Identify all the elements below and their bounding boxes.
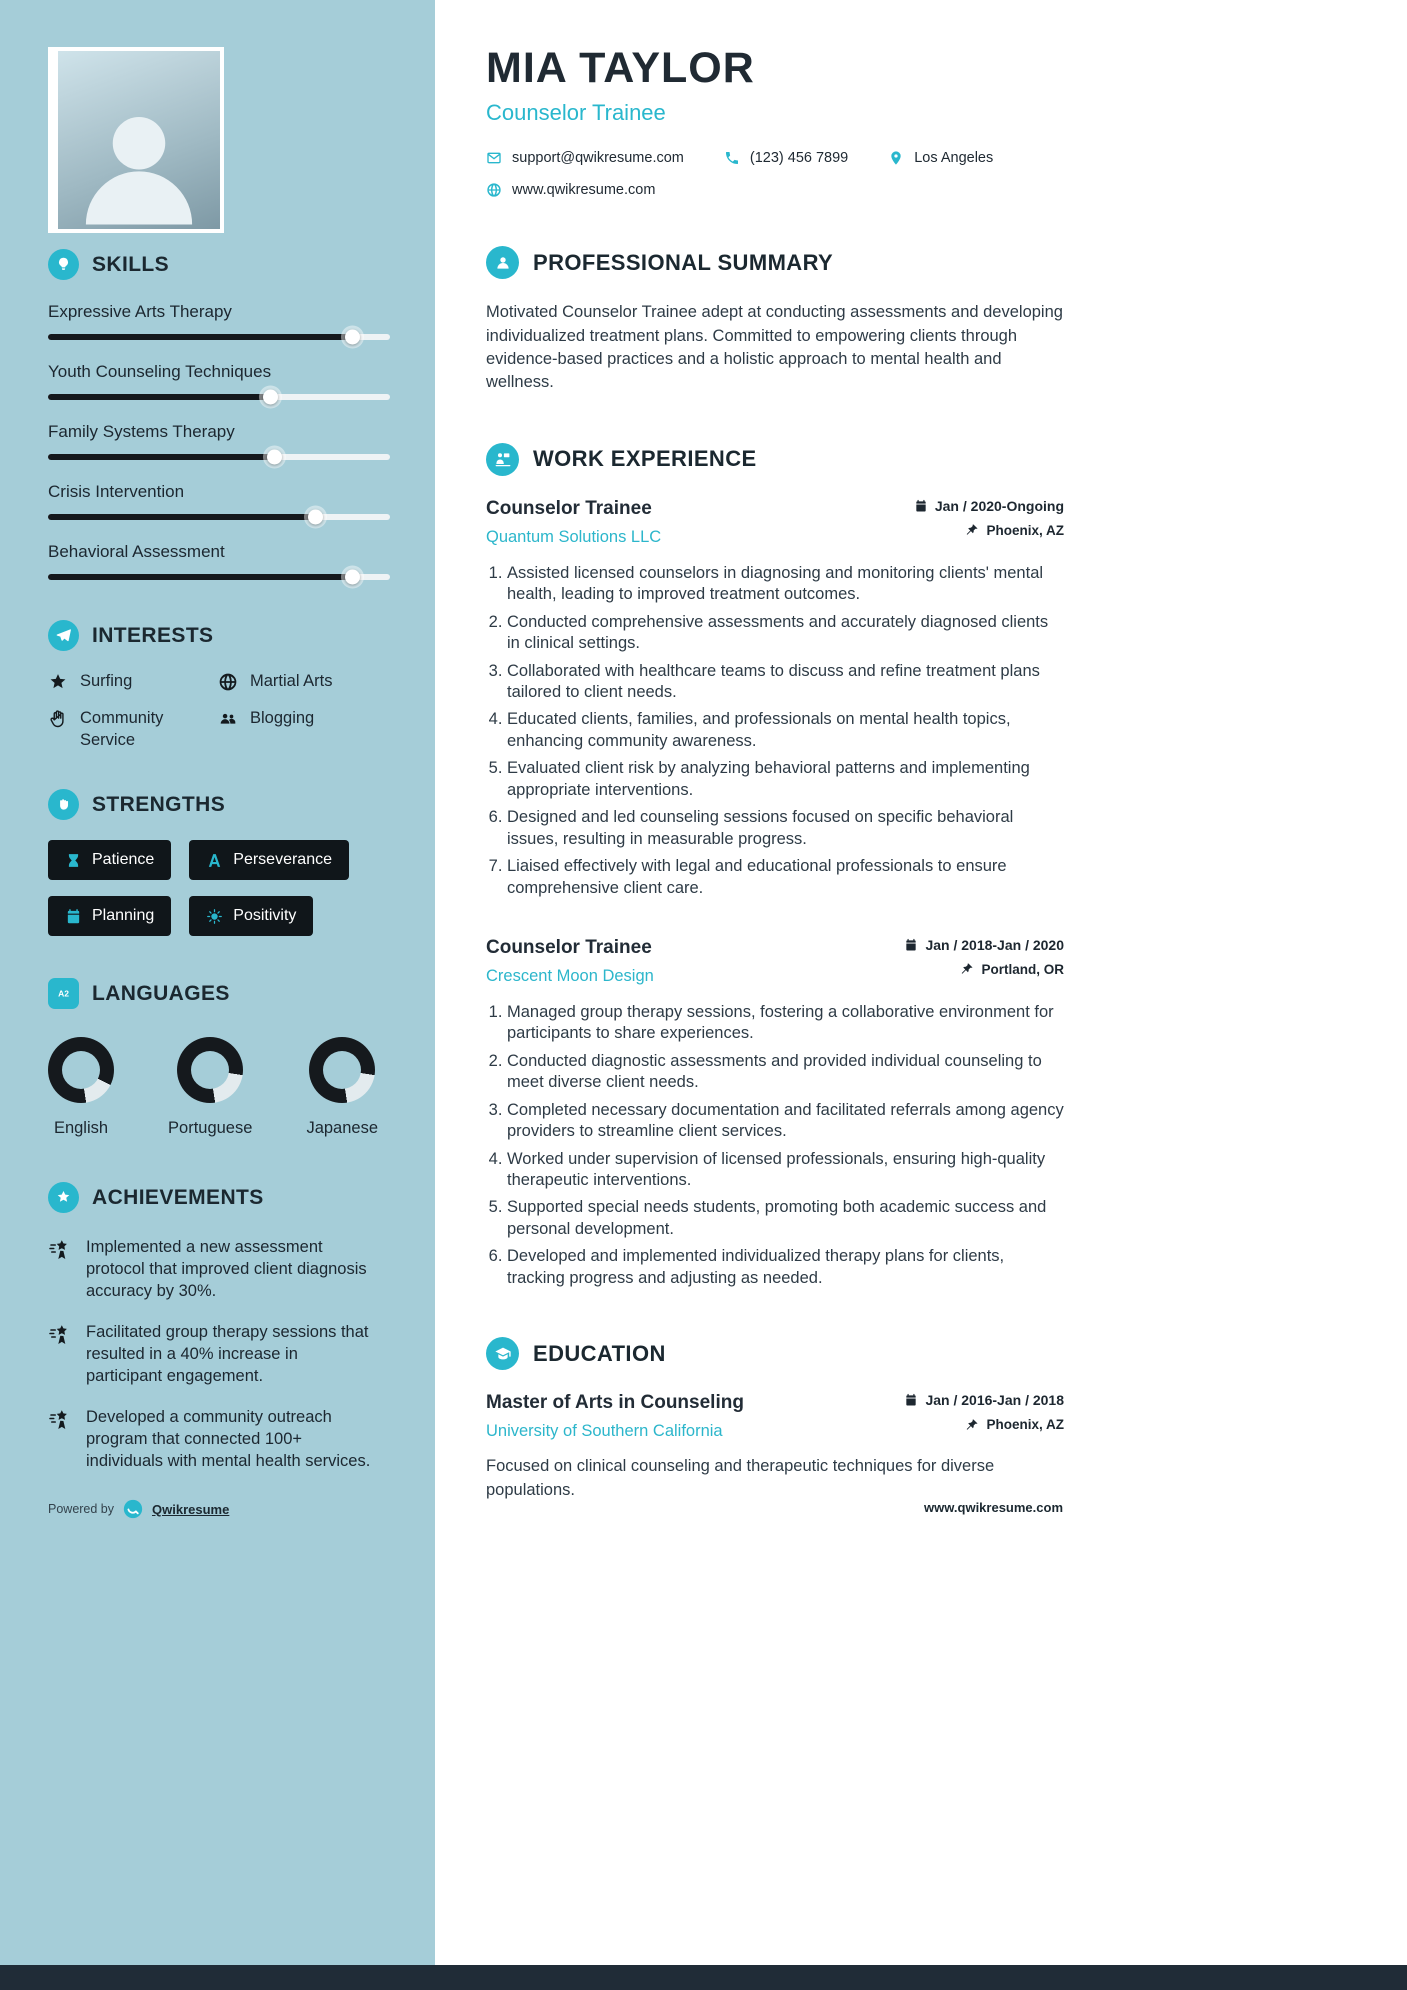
interest-item <box>218 671 390 692</box>
achievement-item <box>48 1407 390 1473</box>
header-job-title: Counselor Trainee <box>486 100 666 126</box>
strength-pill <box>189 896 313 936</box>
powered-by-footer <box>48 1498 229 1520</box>
website-text: www.qwikresume.com <box>512 182 656 199</box>
location-text: Los Angeles <box>914 150 994 167</box>
svg-text:A2: A2 <box>58 989 69 999</box>
globe-icon <box>486 182 502 198</box>
skill-bar <box>48 394 390 400</box>
fist-icon <box>48 789 79 820</box>
skill-name: Crisis Intervention <box>48 482 185 501</box>
achievement-text: Developed a community outreach program that connected 100+ individuals with mental health services. <box>86 1407 371 1470</box>
lightbulb-icon <box>48 249 79 280</box>
hand-icon <box>48 709 68 729</box>
strength-label: Positivity <box>233 907 297 925</box>
sidebar <box>0 0 435 1990</box>
pushpin-icon <box>965 523 979 537</box>
education-entry <box>486 1392 1064 1502</box>
language-donut <box>48 1037 114 1103</box>
job-entry <box>486 498 1064 899</box>
strength-pill <box>48 896 171 936</box>
languages-title: LANGUAGES <box>92 981 230 1005</box>
achievement-item <box>48 1237 390 1303</box>
language-label: Portuguese <box>168 1119 253 1138</box>
language-item <box>306 1037 378 1138</box>
language-donut <box>309 1037 375 1103</box>
job-bullet: 3. Collaborated with healthcare teams to discuss and refine treatment plans tailored to client needs. <box>507 661 1064 704</box>
education-title: EDUCATION <box>533 1340 666 1366</box>
interests-section <box>48 620 390 751</box>
pushpin-icon <box>960 962 974 976</box>
hourglass-icon <box>65 852 82 869</box>
sun-icon <box>206 908 223 925</box>
star-icon <box>48 672 68 692</box>
people-icon <box>218 709 238 729</box>
main-content <box>435 0 1407 1990</box>
achievement-text: Facilitated group therapy sessions that resulted in a 40% increase in participant engagement. <box>86 1323 369 1385</box>
website-contact[interactable] <box>486 182 655 198</box>
language-item <box>48 1037 114 1138</box>
email-contact[interactable] <box>486 150 684 166</box>
education-degree: Master of Arts in Counseling <box>486 1392 744 1414</box>
location-contact <box>888 150 993 166</box>
page-title: MIA TAYLOR <box>486 44 755 92</box>
education-text: Focused on clinical counseling and therapeutic techniques for diverse populations. <box>486 1457 995 1499</box>
achievement-text: Implemented a new assessment protocol that improved client diagnosis accuracy by 30%. <box>86 1238 367 1301</box>
job-bullet: 1. Assisted licensed counselors in diagnosing and monitoring clients' mental health, leading to improved treatment outcomes. <box>507 563 1064 606</box>
phone-contact <box>724 150 848 166</box>
pushpin-icon <box>965 1418 979 1432</box>
skill-bar <box>48 574 390 580</box>
skill-name: Expressive Arts Therapy <box>48 302 232 321</box>
skill-bar <box>48 334 390 340</box>
job-bullet: 5. Supported special needs students, promoting both academic success and personal development. <box>507 1197 1064 1240</box>
interest-item <box>218 708 390 751</box>
job-bullet-list <box>486 563 1064 899</box>
graduation-cap-icon <box>486 1337 519 1370</box>
job-company[interactable]: Crescent Moon Design <box>486 966 654 985</box>
skill-knob <box>345 330 360 345</box>
job-bullet-list <box>486 1002 1064 1289</box>
job-entry <box>486 937 1064 1289</box>
phone-icon <box>724 150 740 166</box>
map-pin-icon <box>888 150 904 166</box>
job-role: Counselor Trainee <box>486 497 652 519</box>
qwikresume-link[interactable]: Qwikresume <box>152 1501 230 1517</box>
achievements-section <box>48 1182 390 1472</box>
strengths-section <box>48 789 390 936</box>
person-icon <box>486 246 519 279</box>
skill-knob <box>308 510 323 525</box>
skill-item <box>48 482 390 520</box>
paper-plane-icon <box>48 620 79 651</box>
footer-website-link[interactable]: www.qwikresume.com <box>924 1500 1063 1515</box>
person-silhouette-icon <box>64 87 214 233</box>
interest-label: Surfing <box>80 672 133 690</box>
qwikresume-logo-icon <box>122 1498 144 1520</box>
language-item <box>168 1037 252 1138</box>
skill-item <box>48 362 390 400</box>
skill-knob <box>345 570 360 585</box>
summary-section <box>486 246 1064 395</box>
calendar-icon <box>904 1393 918 1407</box>
envelope-icon <box>486 150 502 166</box>
job-bullet: 1. Managed group therapy sessions, fostering a collaborative environment for participants to share experiences. <box>507 1002 1064 1045</box>
profile-photo <box>48 47 224 233</box>
calendar-icon <box>65 908 82 925</box>
strength-label: Patience <box>92 851 155 869</box>
translate-icon <box>48 978 79 1009</box>
strength-label: Planning <box>92 907 155 925</box>
skill-item <box>48 422 390 460</box>
medal-icon <box>48 1238 72 1262</box>
skill-bar <box>48 514 390 520</box>
interest-item <box>48 708 218 751</box>
skills-title: SKILLS <box>92 252 170 276</box>
education-section <box>486 1337 1064 1502</box>
language-label: Japanese <box>306 1119 378 1138</box>
summary-title: PROFESSIONAL SUMMARY <box>533 249 834 275</box>
experience-title: WORK EXPERIENCE <box>533 446 757 472</box>
language-donut <box>177 1037 243 1103</box>
skill-item <box>48 302 390 340</box>
strength-pill <box>189 840 349 880</box>
job-bullet: 7. Liaised effectively with legal and educational professionals to ensure comprehensive client care. <box>507 856 1064 899</box>
job-role: Counselor Trainee <box>486 936 652 958</box>
workstation-icon <box>486 443 519 476</box>
job-bullet: 2. Conducted comprehensive assessments and accurately diagnosed clients in clinical settings. <box>507 612 1064 655</box>
skill-item <box>48 542 390 580</box>
language-label: English <box>53 1119 109 1138</box>
powered-by-label: Powered by <box>48 1502 115 1516</box>
bottom-bar <box>0 1965 1407 1990</box>
calendar-icon <box>904 938 918 952</box>
job-bullet: 6. Developed and implemented individualized therapy plans for clients, tracking progress and adjusting as needed. <box>507 1246 1064 1289</box>
experience-section <box>486 443 1064 1289</box>
job-bullet: 5. Evaluated client risk by analyzing behavioral patterns and implementing appropriate interventions. <box>507 758 1064 801</box>
medal-icon <box>48 1408 72 1432</box>
globe-icon <box>218 672 238 692</box>
job-bullet: 6. Designed and led counseling sessions focused on specific behavioral issues, resulting in measurable progress. <box>507 807 1064 850</box>
star-badge-icon <box>48 1182 79 1213</box>
skill-knob <box>267 450 282 465</box>
education-location: Phoenix, AZ <box>986 1417 1064 1433</box>
job-bullet: 4. Educated clients, families, and professionals on mental health topics, enhancing community awareness. <box>507 709 1064 752</box>
strength-label: Perseverance <box>233 851 332 869</box>
job-bullet: 3. Completed necessary documentation and facilitated referrals among agency providers to streamline client services. <box>507 1100 1064 1143</box>
interest-label: Community Service <box>80 709 164 749</box>
interest-label: Martial Arts <box>250 672 333 690</box>
interests-title: INTERESTS <box>92 623 214 647</box>
job-bullet: 2. Conducted diagnostic assessments and provided individual counseling to meet diverse client needs. <box>507 1051 1064 1094</box>
skill-name: Behavioral Assessment <box>48 542 225 561</box>
education-dates: Jan / 2016-Jan / 2018 <box>925 1392 1064 1409</box>
job-location: Portland, OR <box>981 961 1064 977</box>
interest-item <box>48 671 218 692</box>
job-company[interactable]: Quantum Solutions LLC <box>486 527 662 546</box>
phone-text: (123) 456 7899 <box>749 150 849 167</box>
calendar-icon <box>914 499 928 513</box>
strength-pill <box>48 840 171 880</box>
achievements-title: ACHIEVEMENTS <box>92 1185 264 1209</box>
letter-a-icon <box>206 852 223 869</box>
skill-name: Family Systems Therapy <box>48 422 235 441</box>
skill-name: Youth Counseling Techniques <box>48 362 272 381</box>
strengths-title: STRENGTHS <box>92 792 226 816</box>
job-dates: Jan / 2018-Jan / 2020 <box>925 936 1064 953</box>
education-school[interactable]: University of Southern California <box>486 1422 723 1441</box>
summary-text: Motivated Counselor Trainee adept at conducting assessments and developing individualized treatment plans. Committed to empowering clients through evidence-based practices and a holistic approach to mental health and wellness. <box>486 303 1063 392</box>
skill-knob <box>263 390 278 405</box>
skills-section <box>48 249 390 580</box>
job-bullet: 4. Worked under supervision of licensed professionals, ensuring high-quality therapeutic interventions. <box>507 1149 1064 1192</box>
medal-icon <box>48 1323 72 1347</box>
job-location: Phoenix, AZ <box>986 522 1064 538</box>
interest-label: Blogging <box>250 709 315 728</box>
email-text: support@qwikresume.com <box>512 150 684 167</box>
achievement-item <box>48 1322 390 1388</box>
skill-bar <box>48 454 390 460</box>
languages-section <box>48 978 390 1138</box>
job-dates: Jan / 2020-Ongoing <box>934 497 1064 514</box>
